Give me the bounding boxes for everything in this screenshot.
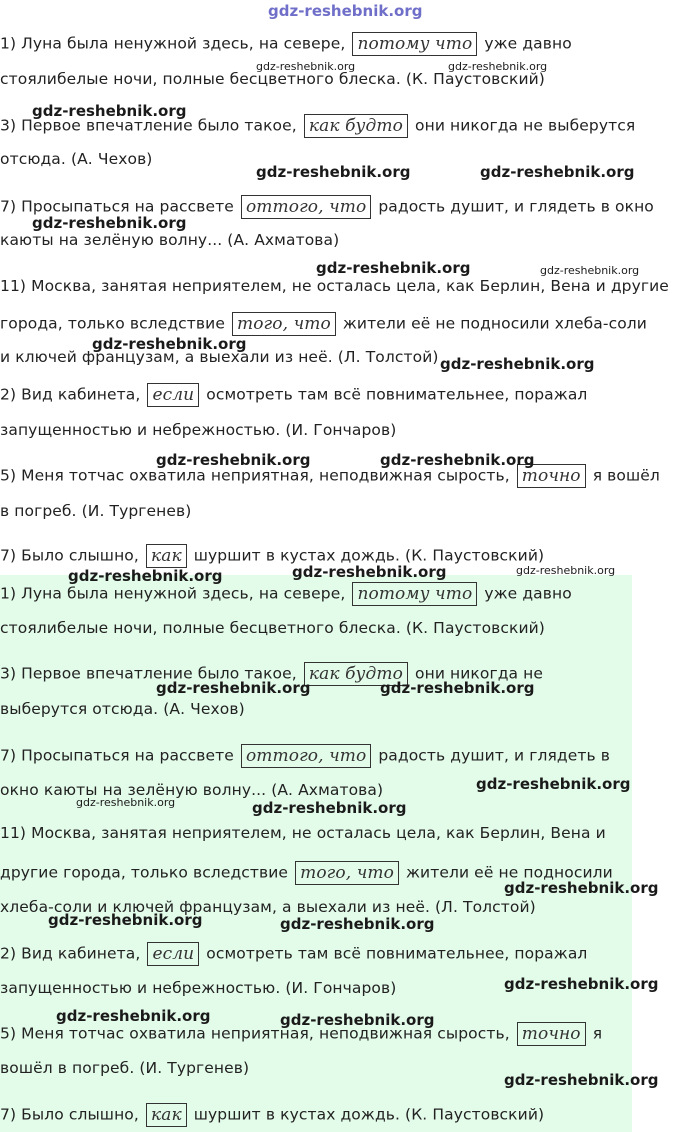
watermark: gdz-reshebnik.org — [448, 60, 548, 73]
conjunction-box: точно — [517, 464, 586, 488]
answer-line: выберутся отсюда. (А. Чехов) — [0, 700, 245, 718]
watermark: gdz-reshebnik.org — [504, 975, 659, 993]
conjunction-box: оттого, что — [241, 195, 371, 219]
watermark: gdz-reshebnik.org — [380, 451, 535, 469]
answer-line: 11) Москва, занятая неприятелем, не осталась цела, как Берлин, Вена и — [0, 824, 606, 842]
sentence-line: города, только вследствие того, что жители её не подносили хлеба-соли — [0, 314, 647, 334]
conjunction-box: потому что — [352, 582, 477, 606]
watermark: gdz-reshebnik.org — [256, 163, 411, 181]
watermark: gdz-reshebnik.org — [476, 775, 631, 793]
answer-highlight — [0, 575, 632, 1132]
conjunction-box: потому что — [352, 32, 477, 56]
conjunction-box: как — [146, 1103, 187, 1127]
watermark: gdz-reshebnik.org — [380, 679, 535, 697]
watermark: gdz-reshebnik.org — [68, 567, 223, 585]
watermark: gdz-reshebnik.org — [256, 60, 356, 73]
answer-line: окно каюты на зелёную волну... (А. Ахматова) — [0, 781, 384, 799]
sentence-line: 7) Было слышно, как шуршит в кустах дождь. (К. Паустовский) — [0, 546, 545, 566]
watermark: gdz-reshebnik.org — [32, 102, 187, 120]
answer-line: 3) Первое впечатление было такое, как будто они никогда не — [0, 664, 544, 684]
sentence-line: 11) Москва, занятая неприятелем, не осталась цела, как Берлин, Вена и другие — [0, 277, 669, 295]
sentence-line: 3) Первое впечатление было такое, как будто они никогда не выберутся — [0, 116, 636, 136]
sentence-line: 1) Луна была ненужной здесь, на севере, потому что уже давно — [0, 34, 572, 54]
watermark: gdz-reshebnik.org — [504, 879, 659, 897]
watermark: gdz-reshebnik.org — [56, 1007, 211, 1025]
answer-line: 7) Просыпаться на рассвете оттого, что радость душит, и глядеть в — [0, 746, 610, 766]
watermark: gdz-reshebnik.org — [268, 2, 423, 20]
watermark: gdz-reshebnik.org — [156, 451, 311, 469]
conjunction-box: того, что — [295, 861, 399, 885]
watermark: gdz-reshebnik.org — [540, 264, 640, 277]
conjunction-box: того, что — [232, 312, 336, 336]
sentence-line: стоялибелые ночи, полные бесцветного блеска. (К. Паустовский) — [0, 70, 545, 88]
conjunction-box: точно — [517, 1022, 586, 1046]
watermark: gdz-reshebnik.org — [156, 679, 311, 697]
watermark: gdz-reshebnik.org — [480, 163, 635, 181]
watermark: gdz-reshebnik.org — [252, 799, 407, 817]
sentence-line: и ключей французам, а выехали из неё. (Л. Толстой) — [0, 348, 439, 366]
answer-line: 2) Вид кабинета, если осмотреть там всё повнимательнее, поражал — [0, 944, 588, 964]
watermark: gdz-reshebnik.org — [48, 911, 203, 929]
conjunction-box: как будто — [304, 662, 408, 686]
watermark: gdz-reshebnik.org — [516, 564, 616, 577]
answer-line: другие города, только вследствие того, что жители её не подносили — [0, 863, 613, 883]
watermark: gdz-reshebnik.org — [92, 335, 247, 353]
sentence-line: 2) Вид кабинета, если осмотреть там всё повнимательнее, поражал — [0, 385, 588, 405]
conjunction-box: если — [147, 383, 199, 407]
watermark: gdz-reshebnik.org — [504, 1071, 659, 1089]
watermark: gdz-reshebnik.org — [32, 214, 187, 232]
sentence-line: отсюда. (А. Чехов) — [0, 150, 153, 168]
sentence-line: каюты на зелёную волну... (А. Ахматова) — [0, 231, 340, 249]
answer-line: запущенностью и небрежностью. (И. Гончаров) — [0, 979, 397, 997]
sentence-line: в погреб. (И. Тургенев) — [0, 502, 192, 520]
sentence-line: 5) Меня тотчас охватила неприятная, неподвижная сырость, точно я вошёл — [0, 466, 660, 486]
conjunction-box: оттого, что — [241, 744, 371, 768]
sentence-line: 7) Просыпаться на рассвете оттого, что радость душит, и глядеть в окно — [0, 197, 654, 217]
watermark: gdz-reshebnik.org — [292, 563, 447, 581]
conjunction-box: если — [147, 942, 199, 966]
answer-line: 7) Было слышно, как шуршит в кустах дождь. (К. Паустовский) — [0, 1105, 545, 1125]
conjunction-box: как будто — [304, 114, 408, 138]
answer-line: хлеба-соли и ключей французам, а выехали из неё. (Л. Толстой) — [0, 898, 536, 916]
watermark: gdz-reshebnik.org — [316, 259, 471, 277]
answer-line: вошёл в погреб. (И. Тургенев) — [0, 1059, 250, 1077]
answer-line: 1) Луна была ненужной здесь, на севере, потому что уже давно — [0, 584, 572, 604]
sentence-line: запущенностью и небрежностью. (И. Гончаров) — [0, 421, 397, 439]
watermark: gdz-reshebnik.org — [440, 355, 595, 373]
answer-line: 5) Меня тотчас охватила неприятная, неподвижная сырость, точно я — [0, 1024, 603, 1044]
conjunction-box: как — [146, 544, 187, 568]
answer-line: стоялибелые ночи, полные бесцветного блеска. (К. Паустовский) — [0, 619, 545, 637]
watermark: gdz-reshebnik.org — [76, 796, 176, 809]
watermark: gdz-reshebnik.org — [280, 915, 435, 933]
watermark: gdz-reshebnik.org — [280, 1011, 435, 1029]
